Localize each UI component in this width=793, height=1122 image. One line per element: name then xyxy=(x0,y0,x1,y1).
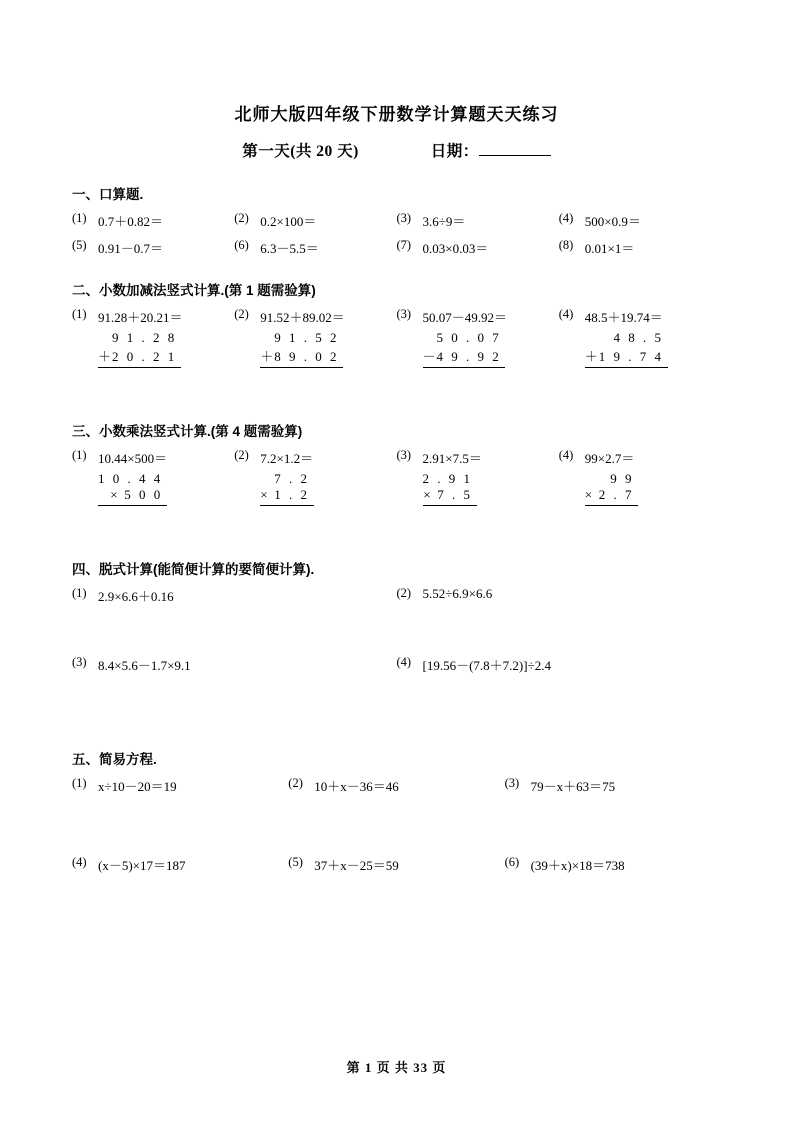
vertical-operand-bottom xyxy=(260,487,313,506)
question-number: (5) xyxy=(288,855,303,869)
page-title: 北师大版四年级下册数学计算题天天练习 xyxy=(234,105,559,124)
vertical-operand-bottom xyxy=(98,346,181,368)
answer-space xyxy=(72,605,721,647)
day-label: 第一天(共 20 天) xyxy=(242,143,359,160)
question-item xyxy=(234,307,396,326)
question-number: (4) xyxy=(558,448,574,462)
vertical-operand-top: 5 0 . 0 7 xyxy=(436,330,502,345)
question-text: 0.91－0.7＝ xyxy=(98,241,164,256)
section-heading-2: 二、小数加减法竖式计算.(第 1 题需验算) xyxy=(72,283,316,298)
question-number: (3) xyxy=(504,776,520,790)
answer-space xyxy=(72,837,721,847)
question-item xyxy=(288,776,504,795)
vertical-calc-block[interactable] xyxy=(260,330,343,368)
question-number: (4) xyxy=(396,655,412,669)
vertical-operator: × xyxy=(110,487,118,502)
page-footer: 第 1 页 共 33 页 xyxy=(346,1060,447,1075)
question-item xyxy=(72,307,234,326)
question-number: (1) xyxy=(72,307,87,321)
section-heading-3: 三、小数乘法竖式计算.(第 4 题需验算) xyxy=(72,424,303,439)
question-text: 0.03×0.03＝ xyxy=(422,241,489,256)
question-row xyxy=(72,776,721,795)
vertical-calc-block[interactable] xyxy=(98,471,167,506)
vertical-operand-value: 2 0 . 2 1 xyxy=(112,349,177,364)
question-item xyxy=(397,307,559,326)
vertical-operand-top: 2 . 9 1 xyxy=(422,471,473,486)
question-number: (3) xyxy=(396,211,412,225)
question-item xyxy=(505,776,721,795)
vertical-operator: － xyxy=(422,349,436,364)
vertical-calc-block[interactable] xyxy=(98,330,181,368)
vertical-operand-bottom xyxy=(423,346,506,368)
question-item xyxy=(397,655,722,674)
vertical-calc-item xyxy=(72,471,234,506)
answer-space xyxy=(72,674,721,716)
question-number: (4) xyxy=(558,211,574,225)
question-text: 91.28＋20.21＝ xyxy=(98,310,183,325)
question-item xyxy=(72,855,288,874)
vertical-operand-value: 4 9 . 9 2 xyxy=(436,349,502,364)
question-text: 79－x＋63＝75 xyxy=(530,779,616,794)
date-label-wrap xyxy=(431,139,551,161)
vertical-calc-item xyxy=(72,330,234,368)
vertical-operator: × xyxy=(423,487,431,502)
question-number: (2) xyxy=(234,307,249,321)
vertical-calc-block[interactable] xyxy=(585,471,638,506)
question-item xyxy=(559,211,721,230)
question-item xyxy=(72,238,234,257)
answer-space xyxy=(72,506,721,536)
question-number: (2) xyxy=(396,586,412,600)
question-number: (1) xyxy=(72,586,87,600)
question-number: (1) xyxy=(72,211,87,225)
question-text: (39＋x)×18＝738 xyxy=(530,858,625,873)
question-text: 0.7＋0.82＝ xyxy=(98,214,164,229)
question-text: x÷10－20＝19 xyxy=(98,779,177,794)
vertical-calc-row xyxy=(72,471,721,506)
question-row xyxy=(72,655,721,674)
question-number: (3) xyxy=(72,655,87,669)
question-number: (1) xyxy=(72,448,87,462)
vertical-calc-item xyxy=(234,330,396,368)
vertical-operand-top: 4 8 . 5 xyxy=(613,330,664,345)
section-heading-4: 四、脱式计算(能简便计算的要简便计算). xyxy=(72,562,315,577)
question-item xyxy=(397,586,722,605)
question-text: 10＋x－36＝46 xyxy=(314,779,399,794)
answer-space xyxy=(72,795,721,837)
vertical-operand-bottom xyxy=(423,487,477,506)
question-item xyxy=(72,448,234,467)
vertical-operand-value: 2 . 7 xyxy=(598,487,634,502)
vertical-calc-block[interactable] xyxy=(423,471,477,506)
question-text: 0.01×1＝ xyxy=(584,241,635,256)
question-text: 6.3－5.5＝ xyxy=(260,241,319,256)
vertical-operand-bottom xyxy=(98,487,167,506)
question-text: 500×0.9＝ xyxy=(584,214,641,229)
vertical-operand-bottom xyxy=(585,346,668,368)
vertical-operand-bottom xyxy=(260,346,343,368)
vertical-operand-bottom xyxy=(585,487,638,506)
vertical-operand-value: 1 . 2 xyxy=(274,487,310,502)
question-number: (8) xyxy=(558,238,574,252)
question-item xyxy=(559,307,721,326)
vertical-operand-top: 7 . 2 xyxy=(274,471,310,486)
question-text: 8.4×5.6－1.7×9.1 xyxy=(98,658,191,673)
question-item xyxy=(397,211,559,230)
question-text: 5.52÷6.9×6.6 xyxy=(422,586,493,601)
question-number: (4) xyxy=(558,307,574,321)
question-item xyxy=(559,448,721,467)
section-heading-1: 一、口算题. xyxy=(72,187,144,202)
question-row xyxy=(72,586,721,605)
vertical-operand-value: 5 0 0 xyxy=(124,487,163,502)
vertical-operand-value: 7 . 5 xyxy=(437,487,473,502)
section-heading-5: 五、简易方程. xyxy=(72,752,157,767)
vertical-operand-top: 9 9 xyxy=(610,471,634,486)
vertical-operand-top: 1 0 . 4 4 xyxy=(98,471,163,486)
answer-space xyxy=(72,368,721,398)
question-item xyxy=(234,211,396,230)
question-item xyxy=(72,655,397,674)
answer-space xyxy=(72,716,721,726)
vertical-calc-row xyxy=(72,330,721,368)
question-number: (5) xyxy=(72,238,87,252)
vertical-operator: ＋ xyxy=(584,349,598,364)
question-text: 3.6÷9＝ xyxy=(422,214,466,229)
question-number: (2) xyxy=(234,211,249,225)
question-text: 2.91×7.5＝ xyxy=(422,451,482,466)
question-row xyxy=(72,448,721,467)
question-item xyxy=(288,855,504,874)
question-item xyxy=(72,776,288,795)
question-row xyxy=(72,211,721,230)
question-item xyxy=(72,586,397,605)
question-item xyxy=(234,448,396,467)
vertical-operator: ＋ xyxy=(260,349,274,364)
question-text: 0.2×100＝ xyxy=(260,214,317,229)
question-number: (3) xyxy=(396,448,412,462)
question-row xyxy=(72,238,721,257)
question-item xyxy=(234,238,396,257)
date-blank-field[interactable] xyxy=(479,141,551,156)
question-number: (6) xyxy=(234,238,249,252)
question-text: 91.52＋89.02＝ xyxy=(260,310,345,325)
question-text: 37＋x－25＝59 xyxy=(314,858,399,873)
vertical-calc-block[interactable] xyxy=(260,471,313,506)
question-item xyxy=(559,238,721,257)
question-number: (3) xyxy=(396,307,412,321)
question-number: (6) xyxy=(504,855,520,869)
question-text: 48.5＋19.74＝ xyxy=(584,310,663,325)
vertical-operator: ＋ xyxy=(98,349,112,364)
question-number: (4) xyxy=(72,855,87,869)
question-row xyxy=(72,307,721,326)
vertical-operator: × xyxy=(584,487,593,502)
question-number: (1) xyxy=(72,776,87,790)
date-label: 日期： xyxy=(430,143,479,160)
vertical-calc-item xyxy=(397,471,559,506)
vertical-operand-value: 8 9 . 0 2 xyxy=(274,349,339,364)
question-text: [19.56－(7.8＋7.2)]÷2.4 xyxy=(422,658,551,673)
vertical-calc-item xyxy=(559,330,721,368)
question-item xyxy=(505,855,721,874)
question-text: 50.07－49.92＝ xyxy=(422,310,508,325)
question-text: 2.9×6.6＋0.16 xyxy=(98,589,174,604)
question-text: 10.44×500＝ xyxy=(98,451,168,466)
question-text: (x－5)×17＝187 xyxy=(98,858,186,873)
question-number: (7) xyxy=(396,238,412,252)
vertical-calc-block[interactable] xyxy=(585,330,668,368)
question-item xyxy=(72,211,234,230)
vertical-calc-item xyxy=(559,471,721,506)
question-item xyxy=(397,448,559,467)
vertical-calc-block[interactable] xyxy=(423,330,506,368)
vertical-calc-item xyxy=(234,471,396,506)
question-text: 99×2.7＝ xyxy=(584,451,635,466)
vertical-operand-top: 9 1 . 5 2 xyxy=(274,330,339,345)
question-row xyxy=(72,855,721,874)
vertical-calc-item xyxy=(397,330,559,368)
vertical-operand-value: 1 9 . 7 4 xyxy=(598,349,664,364)
question-number: (2) xyxy=(234,448,249,462)
subtitle-row xyxy=(72,139,721,161)
question-text: 7.2×1.2＝ xyxy=(260,451,314,466)
vertical-operand-top: 9 1 . 2 8 xyxy=(112,330,177,345)
question-item xyxy=(397,238,559,257)
question-number: (2) xyxy=(288,776,303,790)
vertical-operator: × xyxy=(260,487,268,502)
